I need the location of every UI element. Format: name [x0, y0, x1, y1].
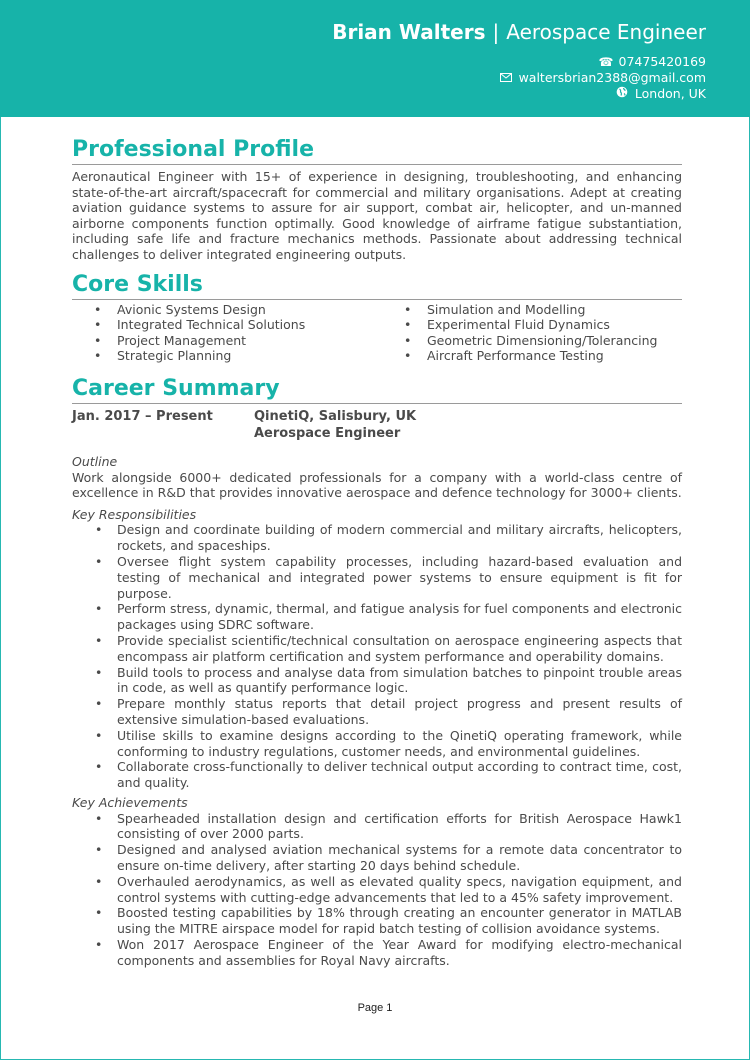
- skill-item: • Experimental Fluid Dynamics: [404, 317, 657, 332]
- profile-text: Aeronautical Engineer with 15+ of experience in designing, troubleshooting, and enhancing state-of-the-art aircraft/spacecraft for commercial and military organisations. Adept at creating aviation guidance systems to assure for air support, combat air, helicopter, and un-manned airborne components function optimally. Good knowledge of airframe fatigue substantiation, including safe life and fracture mechanics methods. Passionate about addressing technical challenges to deliver integrated engineering outputs.: [72, 169, 682, 262]
- job-company: QinetiQ, Salisbury, UK: [254, 409, 417, 424]
- skills-section: [72, 272, 682, 362]
- skill-item: • Aircraft Performance Testing: [404, 348, 657, 363]
- list-item: • Boosted testing capabilities by 18% through creating an encounter generator in MATLAB using the MITRE airspace model for rapid batch testing of collision avoidance systems.: [117, 905, 682, 937]
- achievements-list: [72, 811, 682, 969]
- list-item: • Design and coordinate building of modern commercial and military aircrafts, helicopters, rockets, and spaceships.: [117, 522, 682, 554]
- skill-item: • Integrated Technical Solutions: [94, 317, 305, 332]
- list-item: • Utilise skills to examine designs according to the QinetiQ operating framework, while conforming to industry regulations, customer needs, and environmental guidelines.: [117, 728, 682, 760]
- outline-text: Work alongside 6000+ dedicated professionals for a company with a world-class centre of excellence in R&D that provides innovative aerospace and defence technology for 3000+ clients.: [72, 469, 682, 501]
- career-section: [72, 376, 682, 968]
- outline-label: Outline: [72, 454, 118, 469]
- skill-item: • Geometric Dimensioning/Tolerancing: [404, 333, 657, 348]
- skills-right-column: [404, 302, 657, 363]
- contact-location: [615, 86, 706, 101]
- list-item: • Overhauled aerodynamics, as well as elevated quality specs, navigation equipment, and control systems with cutting-edge advancements that led to a 45% safety improvement.: [117, 874, 682, 906]
- candidate-role: Aerospace Engineer: [506, 20, 706, 44]
- skill-item: • Avionic Systems Design: [94, 302, 305, 317]
- page-number: Page 1: [357, 1002, 393, 1014]
- profile-heading: Professional Profile: [72, 137, 682, 165]
- contact-email: [499, 70, 706, 85]
- skill-item: • Project Management: [94, 333, 305, 348]
- list-item: • Perform stress, dynamic, thermal, and fatigue analysis for fuel components and electronic packages using SDRC software.: [117, 601, 682, 633]
- candidate-name: Brian Walters: [332, 20, 486, 44]
- phone-icon: ☎: [598, 54, 614, 69]
- list-item: • Won 2017 Aerospace Engineer of the Year Award for modifying electro-mechanical components and assemblies for Royal Navy aircrafts.: [117, 937, 682, 969]
- title-separator: |: [492, 20, 500, 44]
- skills-list: [72, 300, 682, 362]
- list-item: • Build tools to process and analyse data from simulation batches to pinpoint trouble areas in code, as well as quantify performance logic.: [117, 665, 682, 697]
- contact-phone: [599, 54, 706, 69]
- list-item: • Designed and analysed aviation mechanical systems for a remote data concentrator to ensure on-time delivery, after starting 20 days behind schedule.: [117, 842, 682, 874]
- header-banner: [0, 0, 750, 117]
- achievements-label: Key Achievements: [72, 794, 188, 810]
- job-dates: Jan. 2017 – Present: [72, 409, 213, 424]
- list-item: • Oversee flight system capability processes, including hazard-based evaluation and testing of mechanical and integrated power systems to ensure equipment is fit for purpose.: [117, 554, 682, 601]
- responsibilities-list: [72, 522, 682, 791]
- skill-item: • Simulation and Modelling: [404, 302, 657, 317]
- envelope-icon: [499, 71, 513, 85]
- skills-heading: Core Skills: [72, 272, 682, 300]
- list-item: • Provide specialist scientific/technical consultation on aerospace engineering aspects that encompass air platform certification and system performance and operability domains.: [117, 633, 682, 665]
- list-item: • Collaborate cross-functionally to deliver technical output according to contract time, cost, and quality.: [117, 759, 682, 791]
- skills-left-column: [94, 302, 305, 363]
- responsibilities-label: Key Responsibilities: [72, 506, 197, 522]
- header-title: [332, 20, 706, 44]
- phone-number: 07475420169: [618, 54, 706, 69]
- job-title: Aerospace Engineer: [254, 426, 401, 441]
- globe-icon: [615, 86, 629, 101]
- location-text: London, UK: [634, 86, 706, 101]
- profile-section: [72, 137, 682, 263]
- job-header: [72, 408, 682, 442]
- list-item: • Prepare monthly status reports that detail project progress and present results of extensive simulation-based evaluations.: [117, 696, 682, 728]
- career-heading: Career Summary: [72, 376, 682, 404]
- list-item: • Spearheaded installation design and certification efforts for British Aerospace Hawk1 consisting of over 2000 parts.: [117, 811, 682, 843]
- email-address[interactable]: waltersbrian2388@gmail.com: [518, 70, 706, 85]
- skill-item: • Strategic Planning: [94, 348, 305, 363]
